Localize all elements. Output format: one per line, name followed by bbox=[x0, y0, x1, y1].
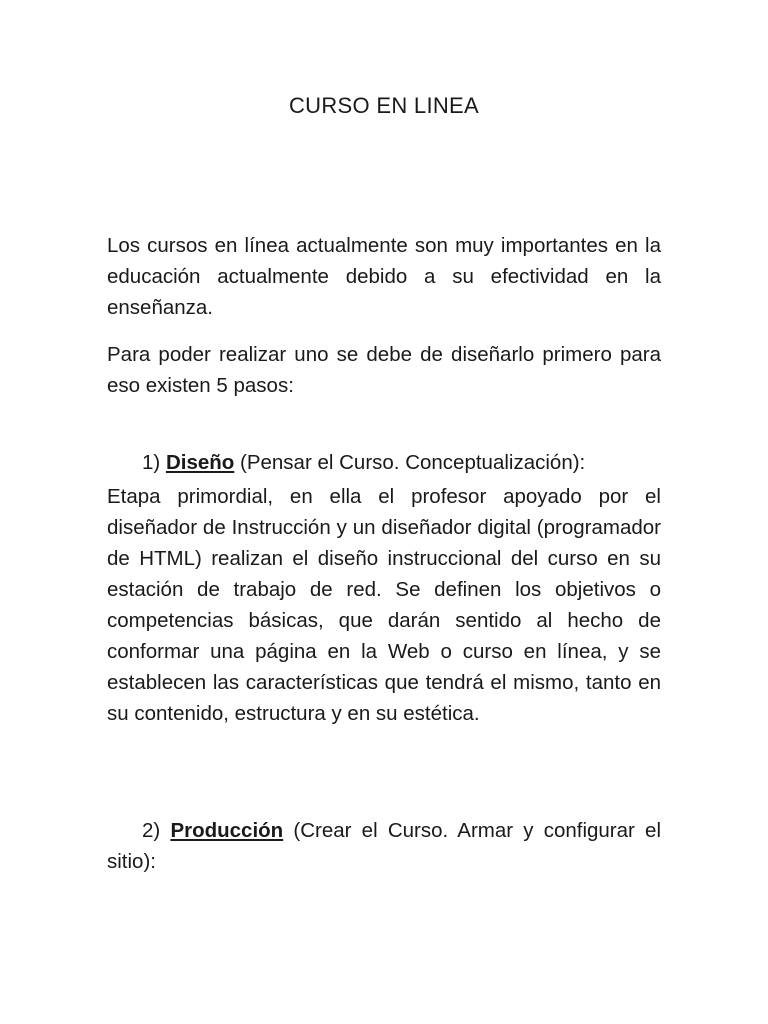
step-2-number: 2) bbox=[142, 819, 161, 842]
intro-paragraph-1: Los cursos en línea actualmente son muy importantes en la educación actualmente debido a su efectividad en la enseñanza. bbox=[107, 234, 661, 319]
intro-paragraph-2: Para poder realizar uno se debe de diseñarlo primero para eso existen 5 pasos: bbox=[107, 343, 661, 397]
step-1-heading bbox=[107, 447, 696, 478]
step-2-heading bbox=[107, 815, 661, 877]
step-2-detail: (Crear el Curso. Armar y configurar el sitio): bbox=[107, 819, 662, 873]
page-title: CURSO EN LINEA bbox=[288, 93, 480, 118]
step-1-detail: (Pensar el Curso. Conceptualización): bbox=[240, 451, 586, 474]
step-1-body: Etapa primordial, en ella el profesor apoyado por el diseñador de Instrucción y un diseñador digital (programador de HTML) realizan el diseño instruccional del curso en su estación de trabajo de red. Se definen los objetivos o competencias básicas, que darán sentido al hecho de conformar una página en la Web o curso en línea, y se establecen las características que tendrá el mismo, tanto en su contenido, estructura y en su estética. bbox=[107, 485, 661, 725]
step-2-name: Producción bbox=[170, 819, 284, 842]
step-1-number: 1) bbox=[142, 451, 161, 474]
step-1-name: Diseño bbox=[165, 451, 235, 474]
